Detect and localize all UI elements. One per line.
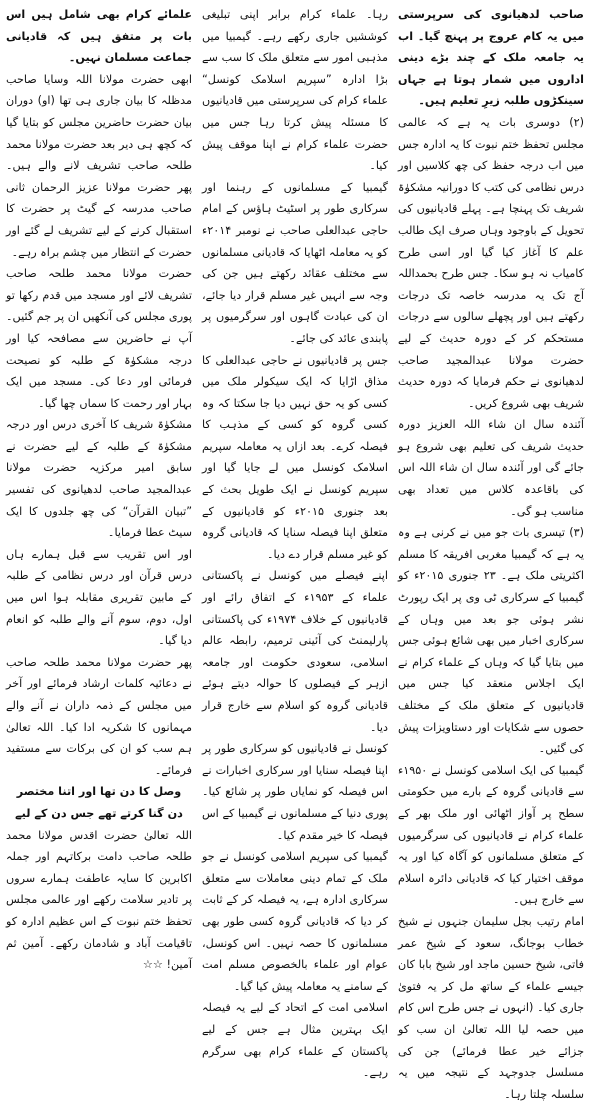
paragraph: گیمبیا کی سپریم اسلامی کونسل نے جو ملک کے تمام دینی معاملات سے متعلق سرکاری ادارہ ہے، یہ فیصلہ کر کے ثابت کر دیا کہ قادیانی گروہ کسی طور بھی مسلمانوں کا حصہ نہیں۔ اس کونسل، عوام اور علماء بالخصوص مسلم امت کے سامنے یہ معاملہ پیش کیا گیا۔ [202, 850, 388, 993]
verse-line: وصل کا دن تھا اور اتنا مختصر [16, 785, 182, 799]
paragraph: رہا۔ علماء کرام برابر اپنی تبلیغی کوششیں جاری رکھے رہے۔ گیمبیا میں مذہبی امور سے متعلق ملک کا سب سے بڑا ادارہ ”سپریم اسلامک کونسل“ علماء کرام کی سرپرستی میں قادیانیوں کا مسئلہ پیش کرتا رہا جس میں حضرت علماء کرام نے اپنا موقف پیش کیا۔ [202, 8, 388, 173]
paragraph: امام رتیب بجل سلیمان جنہوں نے شیخ خطاب بوجانگ، سعود کے شیخ عمر فاتی، شیخ حسین ماجد اور شیخ بابا کان جیسے علماء کے ساتھ مل کر یہ فتویٰ جاری کیا۔ (انہوں نے جس طرح اس کام میں حصہ لیا اللہ تعالیٰ ان سب کو جزائے خیر عطا فرمائے) جن کی مسلسل جدوجہد کے نتیجہ میں یہ سلسلہ چلتا رہا۔ [398, 914, 584, 1101]
paragraph: اللہ تعالیٰ حضرت اقدس مولانا محمد طلحہ صاحب دامت برکاتہم اور جملہ اکابرین کا سایہ عاطفت ہمارے سروں پر تادیر سلامت رکھے اور عالمی مجلس تحفظ ختم نبوت کے اس عظیم ادارہ کو تاقیامت آباد و شادمان رکھے۔ آمین ثم آمین! ☆☆ [6, 828, 192, 972]
paragraph: (۲) دوسری بات یہ ہے کہ عالمی مجلس تحفظ ختم نبوت کا یہ ادارہ جس میں اب درجہ حفظ کی چھ کلاسیں اور درس نظامی کی کتب کا دورانیہ مشکوٰۃ شریف تک پہنچا ہے۔ پہلے قادیانیوں کی تحویل کے باوجود وہاں صرف ایک طالب علم کا آغاز کیا گیا اور اسی طرح کامیاب نہ ہو سکا۔ جس طرح بحمداللہ آج تک یہ مدرسہ خاصہ تک درجات رکھتے ہیں اور پچھلے سالوں سے درجات مستحکم کر کے دورہ حدیث کے لیے حضرت مولانا عبدالمجید صاحب لدھیانوی نے حکم فرمایا کہ دورہ حدیث شریف بھی شروع کریں۔ [398, 115, 584, 410]
paragraph: علمائے کرام بھی شامل ہیں اس بات پر متفق ہیں کہ قادیانی جماعت مسلمان نہیں۔ [6, 8, 192, 65]
column-right [398, 4, 584, 1101]
paragraph: جس پر قادیانیوں نے حاجی عبدالعلی کا مذاق اڑایا کہ ایک سیکولر ملک میں کسی کو یہ حق نہیں دیا جا سکتا کہ وہ کسی گروہ کو کسی کے مذہب کا فیصلہ کرے۔ بعد ازاں یہ معاملہ سپریم اسلامک کونسل میں لے جایا گیا اور سپریم کونسل نے ایک طویل بحث کے بعد جنوری ۲۰۱۵ء کو قادیانیوں کے متعلق اپنا فیصلہ سنایا کہ قادیانی گروہ کو غیر مسلم قرار دے دیا۔ [202, 353, 388, 561]
column-left [6, 4, 192, 972]
paragraph: ابھی حضرت مولانا اللہ وسایا صاحب مدظلہ کا بیان جاری ہی تھا (او) دوران بیان حضرت حاضرین مجلس کو بتایا گیا کہ کچھ ہی دیر بعد حضرت مولانا محمد طلحہ صاحب تشریف لانے والے ہیں۔ پھر حضرت مولانا عزیز الرحمان ثانی صاحب مدرسہ کے گیٹ پر حضرت کا استقبال کرنے کے لیے تشریف لے گئے اور حضرت کے انتظار میں چشم براہ رہے۔ [6, 72, 192, 259]
paragraph: اپنے فیصلے میں کونسل نے پاکستانی علماء کے ۱۹۵۳ء کے اتفاق رائے اور قادیانیوں کے خلاف ۱۹۷۴ء کی پاکستانی پارلیمنٹ کی آئینی ترمیم، رابطہ عالم اسلامی، سعودی حکومت اور جامعہ ازہر کے فیصلوں کا حوالہ دیتے ہوئے قادیانی گروہ کو اسلام سے خارج قرار دیا۔ [202, 569, 388, 734]
verse-line: دن گنا کرتے تھے جس دن کے لیے [15, 806, 183, 820]
paragraph: پھر حضرت مولانا محمد طلحہ صاحب نے دعائیہ کلمات ارشاد فرمائے اور آخر میں مجلس کے ذمہ داران نے آنے والے مہمانوں کا شکریہ ادا کیا۔ اللہ تعالیٰ ہم سب کو ان کی برکات سے مستفید فرمائے۔ [6, 655, 192, 777]
paragraph: کونسل نے قادیانیوں کو سرکاری طور پر اپنا فیصلہ سنایا اور سرکاری اخبارات نے اس فیصلہ کو نمایاں طور پر شائع کیا۔ پوری دنیا کے مسلمانوں نے گیمبیا کے اس فیصلہ کا خیر مقدم کیا۔ [202, 742, 388, 842]
paragraph: مشکوٰۃ شریف کا آخری درس اور درجہ مشکوٰۃ کے طلبہ کے لیے حضرت نے سابق امیر مرکزیہ حضرت مولانا عبدالمجید صاحب لدھیانوی کی تفسیر ”تبیان القرآن“ کی چھ جلدوں کا ایک سیٹ عطا فرمایا۔ [6, 418, 192, 540]
paragraph: آئندہ سال ان شاء اللہ العزیز دورہ حدیث شریف کی تعلیم بھی شروع ہو جائے گی اور آئندہ سال ان شاء اللہ اس کی باقاعدہ کلاس میں تعداد بھی مناسب ہو گی۔ [398, 418, 584, 518]
paragraph: گیمبیا کے مسلمانوں کے رہنما اور سرکاری طور پر اسٹیٹ ہاؤس کے امام حاجی عبدالعلی صاحب نے نومبر ۲۰۱۴ء کو یہ معاملہ اٹھایا کہ قادیانی مسلمانوں سے مختلف عقائد رکھتے ہیں جن کی وجہ سے انہیں غیر مسلم قرار دیا جائے، ان کی عبادت گاہوں اور سرگرمیوں پر پابندی عائد کی جائے۔ [202, 180, 388, 345]
paragraph: گیمبیا کی ایک اسلامی کونسل نے ۱۹۵۰ء سے قادیانی گروہ کے بارے میں حکومتی سطح پر آواز اٹھائی اور ملک بھر کے علماء کرام نے قادیانیوں کی سرگرمیوں کے متعلق مسلمانوں کو آگاہ کیا اور یہ موقف اختیار کیا کہ قادیانی دائرہ اسلام سے خارج ہیں۔ [398, 763, 584, 907]
paragraph: (۳) تیسری بات جو میں نے کرنی ہے وہ یہ ہے کہ گیمبیا مغربی افریقہ کا مسلم اکثریتی ملک ہے۔ ۲۳ جنوری ۲۰۱۵ء کو گیمبیا کے سرکاری ٹی وی پر ایک رپورٹ نشر ہوئی جو بعد میں وہاں کے سرکاری اخبار میں بھی شائع ہوئی جس میں بتایا گیا کہ وہاں کے علماء کرام نے ایک اجلاس منعقد کیا جس میں قادیانیوں کے متعلق ملک کے مختلف حصوں سے شکایات اور دستاویزات پیش کی گئیں۔ [398, 526, 584, 756]
paragraph: اسلامی امت کے اتحاد کے لیے یہ فیصلہ ایک بہترین مثال ہے جس کے لیے پاکستان کے علماء کرام بھی سرگرم رہے۔ [202, 1001, 388, 1080]
paragraph: صاحب لدھیانوی کی سرپرستی میں یہ کام عروج پر پہنچ گیا۔ اب یہ جامعہ ملک کے چند بڑے دینی اداروں میں شمار ہوتا ہے جہاں سینکڑوں طلبہ زیرِ تعلیم ہیں۔ [398, 8, 584, 108]
column-middle [202, 4, 388, 1080]
paragraph: اور اس تقریب سے قبل ہمارے ہاں درس قرآن اور درس نظامی کے طلبہ کے مابین تقریری مقابلہ ہوا اس میں اول، دوم، سوم آنے والے طلبہ کو انعام دیا گیا۔ [6, 547, 192, 648]
paragraph: حضرت مولانا محمد طلحہ صاحب تشریف لائے اور مسجد میں قدم رکھا تو پوری مجلس کی آنکھیں ان پر جم گئیں۔ آپ نے حاضرین سے مصافحہ کیا اور درجہ مشکوٰۃ کے طلبہ کو نصیحت فرمائی اور دعا کی۔ مسجد میں ایک بہار اور رحمت کا سماں چھا گیا۔ [6, 267, 192, 410]
